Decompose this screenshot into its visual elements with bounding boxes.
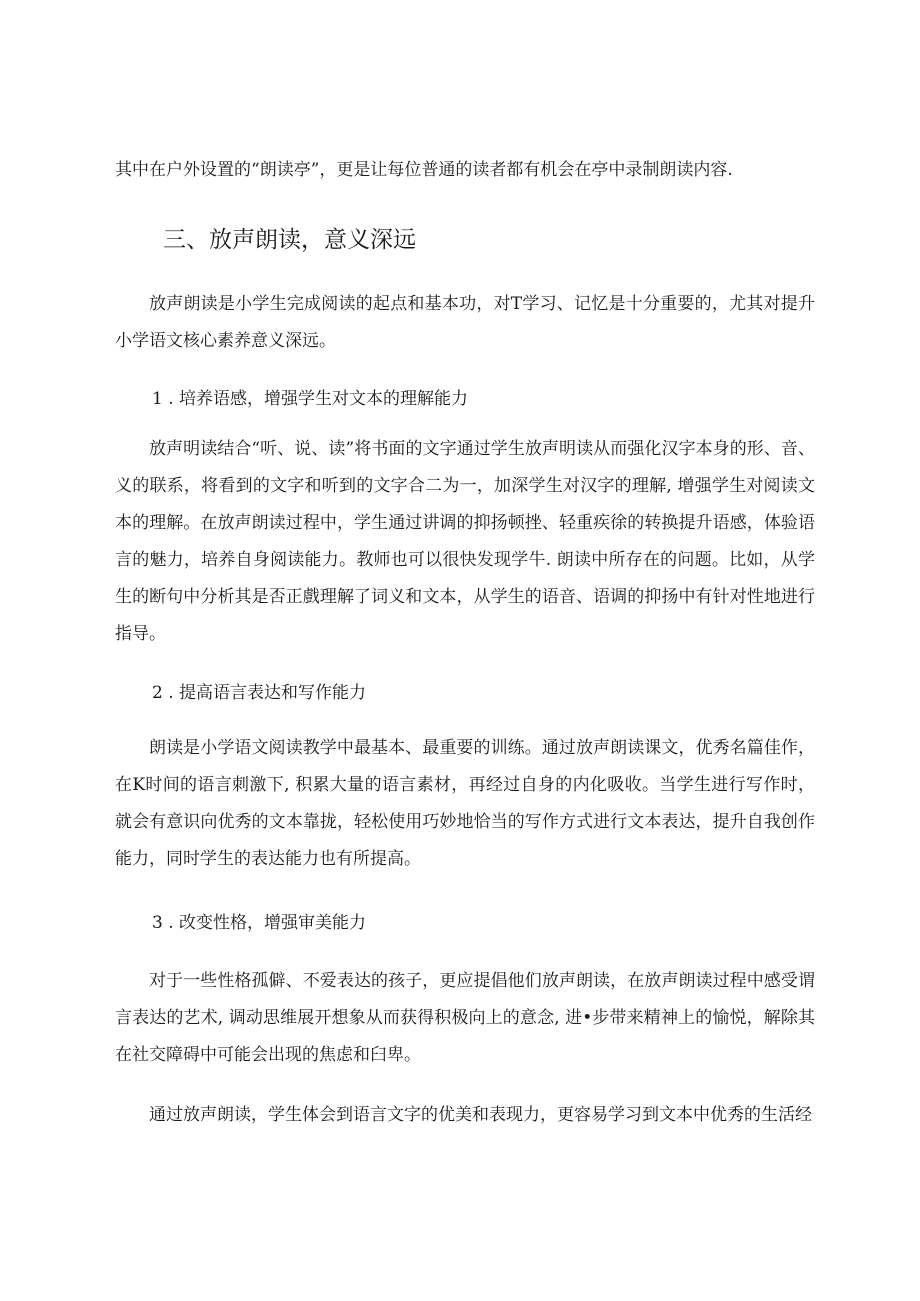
- subsection-3-paragraph: 对于一些性格孤僻、不爱表达的孩子，更应提倡他们放声朗读，在放声朗读过程中感受谓言表达的艺术, 调动思维展开想象从而获得积极向上的意念, 进•步带来精神上的愉悦，解除其在社交障碍中可能会出现的焦虑和臼卑。: [115, 971, 815, 1065]
- intro-paragraph: 放声朗读是小学生完成阅读的起点和基本功，对T学习、记忆是十分重要的，尤其对提升小学语文核心素养意义深远。: [115, 294, 815, 351]
- subsection-1-paragraph: 放声明读结合“听、说、读”将书面的文字通过学生放声明读从而强化汉字本身的形、音、义的联系，将看到的文字和听到的文字合二为一，加深学生对汉字的理解, 增强学生对阅读文本的理解。在放声朗读过程中，学生通过讲调的抑扬顿挫、轻重疾徐的转换提升语感，体验语言的魅力，培养自身阅读能力。教师也可以很快发现学牛. 朗读中所存在的问题。比如，从学生的断句中分析其是否正戲理解了词义和文本，从学生的语音、语调的抑扬中有针对性地进行指导。: [115, 439, 815, 644]
- closing-paragraph: 通过放声朗读，学生体会到语言文字的优美和表现力，更容易学习到文本中优秀的生活经: [149, 1105, 812, 1125]
- lead-line: 其中在户外设置的“朗读亭”，更是让每位普通的读者都有机会在亭中录制朗读内容.: [115, 160, 733, 180]
- section-heading: 三、放声朗读，意义深远: [163, 227, 416, 253]
- subsection-1-heading: 1 . 培养语感，增强学生对文本的理解能力: [152, 389, 469, 409]
- subsection-3-heading: 3 . 改变性格，增强审美能力: [152, 913, 367, 933]
- subsection-2-heading: 2 . 提高语言表达和写作能力: [152, 683, 367, 703]
- subsection-2-paragraph: 朗读是小学语文阅读教学中最基本、最重要的训练。通过放声朗读课文，优秀名篇佳作，在K时间的语言刺激下, 积累大量的语言素材，再经过自身的内化吸收。当学生进行写作时，就会有意识向优秀的文本靠拢，轻松使用巧妙地恰当的写作方式进行文本表达，提升自我创作能力，同时学生的表达能力也有所提高。: [115, 738, 815, 869]
